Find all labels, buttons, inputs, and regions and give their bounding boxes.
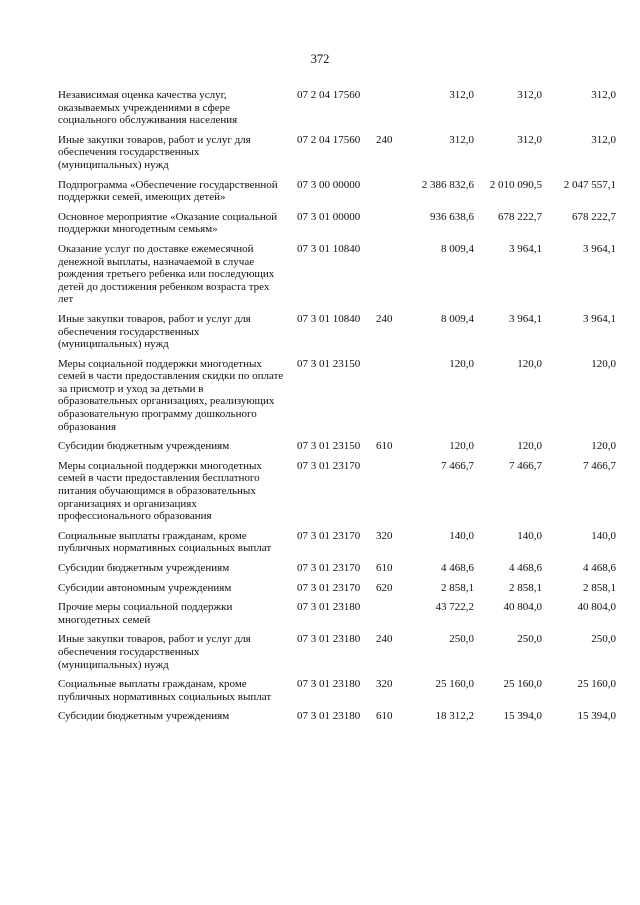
row-value-3: 3 964,1 xyxy=(583,242,616,255)
row-name: Меры социальной поддержки многодетных семей в части предоставления бесплатного питания обучающимся в образовательных организациях и организациях профессионального образования xyxy=(58,459,262,523)
row-value-2: 140,0 xyxy=(517,529,542,542)
table-row xyxy=(58,211,618,236)
table-row xyxy=(58,582,618,595)
row-code: 07 3 01 23180 xyxy=(297,710,361,723)
row-value-2: 120,0 xyxy=(517,440,542,453)
row-value-1: 43 722,2 xyxy=(435,601,474,614)
table-row xyxy=(58,440,618,453)
row-name: Подпрограмма «Обеспечение государственной поддержки семей, имеющих детей» xyxy=(58,178,278,204)
row-value-3: 7 466,7 xyxy=(583,459,616,472)
row-value-3: 120,0 xyxy=(591,357,616,370)
row-value-1: 8 009,4 xyxy=(441,312,474,325)
table-row xyxy=(58,460,618,523)
row-value-3: 25 160,0 xyxy=(577,678,616,691)
row-value-1: 140,0 xyxy=(449,529,474,542)
row-value-1: 8 009,4 xyxy=(441,242,474,255)
table-row xyxy=(58,179,618,204)
row-code: 07 2 04 17560 xyxy=(297,133,361,146)
table-row xyxy=(58,710,618,723)
row-code: 07 3 01 23150 xyxy=(297,440,361,453)
row-name: Субсидии бюджетным учреждениям xyxy=(58,562,230,574)
row-value-1: 4 468,6 xyxy=(441,562,474,574)
row-value-1: 312,0 xyxy=(449,89,474,101)
row-code: 07 3 01 23170 xyxy=(297,529,361,542)
row-value-3: 2 047 557,1 xyxy=(563,178,616,191)
row-value-3: 678 222,7 xyxy=(572,210,616,223)
row-value-3: 15 394,0 xyxy=(577,710,616,723)
table-row xyxy=(58,530,618,555)
row-expense-type: 240 xyxy=(376,312,393,325)
row-name: Основное мероприятие «Оказание социальной поддержки многодетным семьям» xyxy=(58,210,278,236)
row-name: Иные закупки товаров, работ и услуг для обеспечения государственных (муниципальных) нужд xyxy=(58,312,251,351)
row-value-2: 15 394,0 xyxy=(503,710,542,723)
row-code: 07 3 01 23170 xyxy=(297,459,361,472)
row-value-2: 250,0 xyxy=(517,633,542,646)
row-value-1: 120,0 xyxy=(449,357,474,370)
row-name: Оказание услуг по доставке ежемесячной денежной выплаты, назначаемой в случае рождения третьего ребенка или последующих детей до достижения ребенком возраста трех лет xyxy=(58,242,275,306)
row-name: Субсидии бюджетным учреждениям xyxy=(58,710,230,723)
row-name: Иные закупки товаров, работ и услуг для обеспечения государственных (муниципальных) нужд xyxy=(58,133,251,171)
row-expense-type: 620 xyxy=(376,581,393,594)
row-value-3: 40 804,0 xyxy=(577,601,616,614)
row-expense-type: 240 xyxy=(376,133,393,146)
row-value-3: 3 964,1 xyxy=(583,312,616,325)
row-code: 07 3 01 00000 xyxy=(297,210,361,223)
table-row xyxy=(58,243,618,306)
row-name: Меры социальной поддержки многодетных семей в части предоставления скидки по оплате за присмотр и уход за детьми в образовательных организациях, реализующих образовательную программу дошкольного образования xyxy=(58,357,284,433)
budget-table xyxy=(58,89,618,730)
row-value-2: 312,0 xyxy=(517,89,542,101)
table-row xyxy=(58,562,618,575)
row-code: 07 3 01 23170 xyxy=(297,562,361,574)
row-code: 07 3 01 10840 xyxy=(297,242,361,255)
row-value-1: 2 386 832,6 xyxy=(421,178,474,191)
row-value-2: 678 222,7 xyxy=(498,210,542,223)
row-value-1: 936 638,6 xyxy=(430,210,474,223)
table-row xyxy=(58,633,618,671)
row-expense-type: 610 xyxy=(376,710,393,723)
row-value-3: 120,0 xyxy=(591,440,616,453)
row-value-3: 250,0 xyxy=(591,633,616,646)
row-expense-type: 610 xyxy=(376,440,393,453)
row-value-1: 2 858,1 xyxy=(441,581,474,594)
row-code: 07 3 01 23170 xyxy=(297,581,361,594)
row-value-2: 7 466,7 xyxy=(509,459,542,472)
row-name: Социальные выплаты гражданам, кроме публичных нормативных социальных выплат xyxy=(58,529,272,555)
row-code: 07 3 01 23150 xyxy=(297,357,361,370)
row-name: Субсидии автономным учреждениям xyxy=(58,581,232,594)
row-name: Социальные выплаты гражданам, кроме публичных нормативных социальных выплат xyxy=(58,678,272,703)
row-name: Иные закупки товаров, работ и услуг для обеспечения государственных (муниципальных) нужд xyxy=(58,633,251,671)
row-code: 07 2 04 17560 xyxy=(297,89,361,101)
table-row xyxy=(58,358,618,434)
row-value-1: 25 160,0 xyxy=(435,678,474,691)
row-name: Независимая оценка качества услуг, оказываемых учреждениями в сфере социального обслуживания населения xyxy=(58,89,238,127)
row-value-2: 40 804,0 xyxy=(503,601,542,614)
row-value-1: 18 312,2 xyxy=(435,710,474,723)
row-value-3: 312,0 xyxy=(591,133,616,146)
row-code: 07 3 01 23180 xyxy=(297,601,361,614)
row-code: 07 3 01 23180 xyxy=(297,633,361,646)
row-value-3: 312,0 xyxy=(591,89,616,101)
row-value-1: 120,0 xyxy=(449,440,474,453)
row-code: 07 3 01 10840 xyxy=(297,312,361,325)
page-number: 372 xyxy=(310,52,330,66)
row-name: Субсидии бюджетным учреждениям xyxy=(58,440,230,453)
row-value-1: 250,0 xyxy=(449,633,474,646)
table-row xyxy=(58,134,618,172)
row-code: 07 3 00 00000 xyxy=(297,178,361,191)
row-value-2: 2 858,1 xyxy=(509,581,542,594)
row-value-3: 2 858,1 xyxy=(583,581,616,594)
row-expense-type: 240 xyxy=(376,633,393,646)
row-value-2: 3 964,1 xyxy=(509,312,542,325)
table-row xyxy=(58,678,618,703)
row-value-2: 3 964,1 xyxy=(509,242,542,255)
row-expense-type: 610 xyxy=(376,562,393,574)
table-row xyxy=(58,89,618,127)
table-row xyxy=(58,313,618,351)
row-expense-type: 320 xyxy=(376,529,393,542)
row-value-1: 7 466,7 xyxy=(441,459,474,472)
row-code: 07 3 01 23180 xyxy=(297,678,361,691)
row-value-2: 25 160,0 xyxy=(503,678,542,691)
row-value-3: 140,0 xyxy=(591,529,616,542)
row-expense-type: 320 xyxy=(376,678,393,691)
row-value-1: 312,0 xyxy=(449,133,474,146)
row-value-3: 4 468,6 xyxy=(583,562,616,574)
row-value-2: 312,0 xyxy=(517,133,542,146)
row-value-2: 120,0 xyxy=(517,357,542,370)
row-name: Прочие меры социальной поддержки многодетных семей xyxy=(58,601,233,626)
table-row xyxy=(58,601,618,626)
row-value-2: 2 010 090,5 xyxy=(489,178,542,191)
row-value-2: 4 468,6 xyxy=(509,562,542,574)
